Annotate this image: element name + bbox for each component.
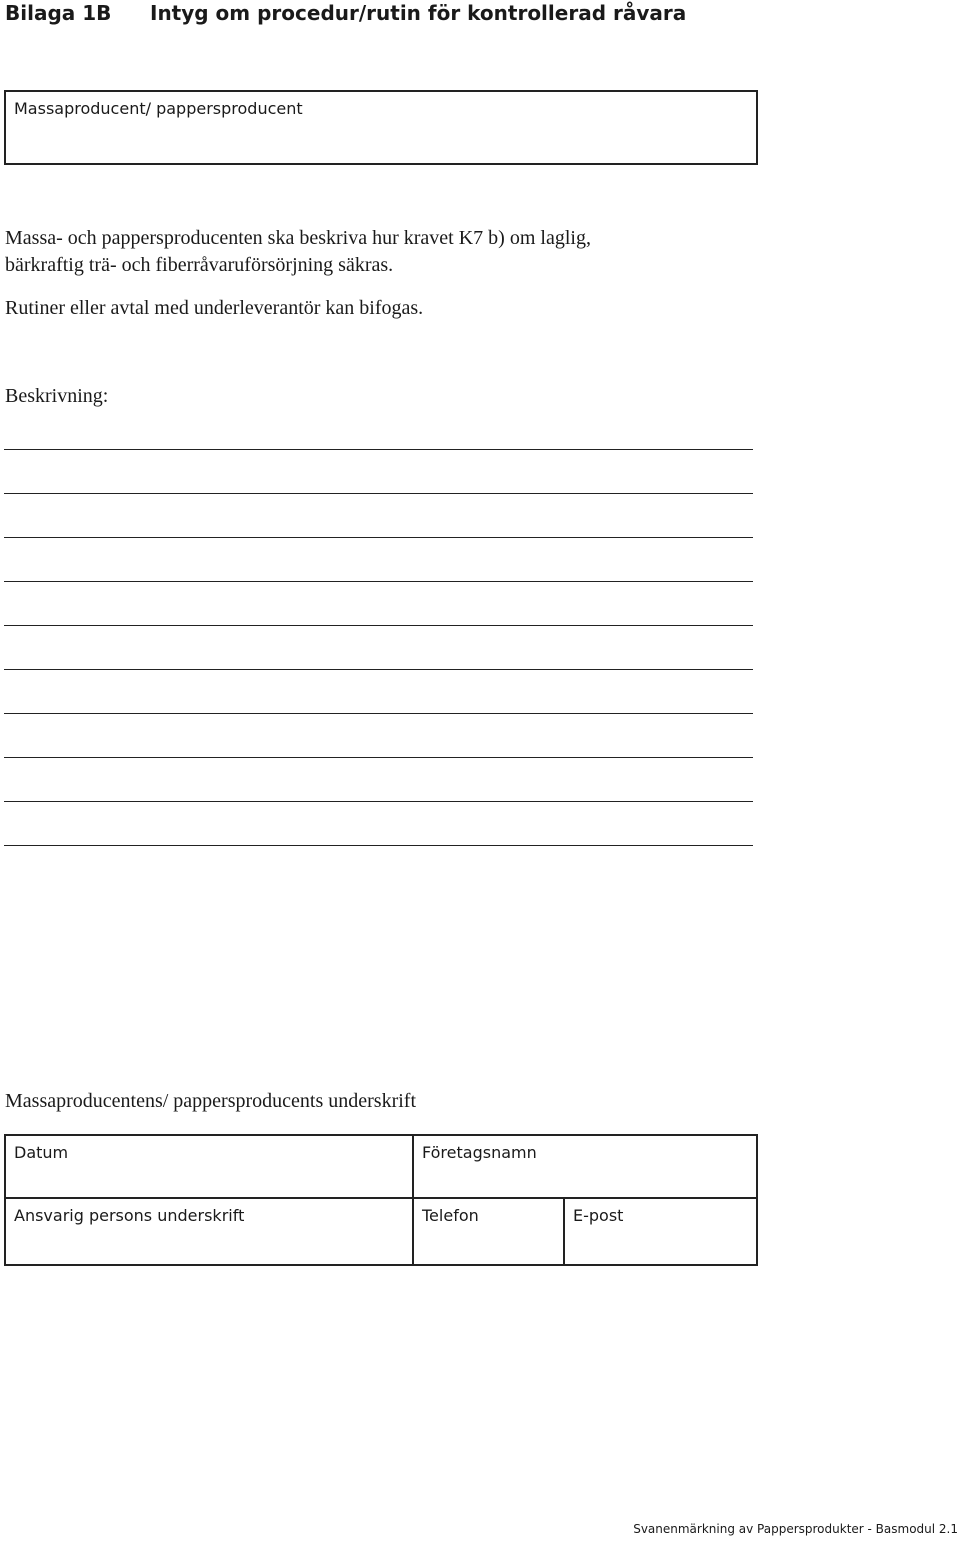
beskrivning-line[interactable] [4,801,753,802]
page-title: Intyg om procedur/rutin för kontrollerad råvara [150,1,687,25]
description-line-1: Massa- och pappersproducenten ska beskriva hur kravet K7 b) om laglig, [5,227,591,249]
beskrivning-line[interactable] [4,625,753,626]
ansvarig-label: Ansvarig persons underskrift [14,1206,245,1225]
signature-table [4,1134,758,1266]
beskrivning-line[interactable] [4,845,753,846]
producer-field[interactable] [4,90,758,165]
beskrivning-line[interactable] [4,449,753,450]
producer-field-label: Massaproducent/ pappersproducent [14,99,303,118]
datum-field[interactable] [6,1136,412,1197]
ansvarig-signature-field[interactable] [6,1199,412,1264]
beskrivning-line[interactable] [4,669,753,670]
description-line-3: Rutiner eller avtal med underleverantör kan bifogas. [5,297,424,319]
beskrivning-label: Beskrivning: [5,385,109,407]
telefon-label: Telefon [422,1206,479,1225]
foretagsnamn-field[interactable] [414,1136,756,1197]
description-line-2: bärkraftig trä- och fiberråvaruförsörjning säkras. [5,254,394,276]
appendix-tag: Bilaga 1B [5,1,112,25]
beskrivning-line[interactable] [4,537,753,538]
signature-heading: Massaproducentens/ pappersproducents underskrift [5,1090,416,1112]
epost-field[interactable] [565,1199,756,1264]
beskrivning-line[interactable] [4,713,753,714]
beskrivning-line[interactable] [4,581,753,582]
datum-label: Datum [14,1143,69,1162]
footer-text: Svanenmärkning av Pappersprodukter - Basmodul 2.1 [633,1522,958,1536]
beskrivning-line[interactable] [4,493,753,494]
foretagsnamn-label: Företagsnamn [422,1143,537,1162]
beskrivning-line[interactable] [4,757,753,758]
epost-label: E-post [573,1206,624,1225]
telefon-field[interactable] [414,1199,563,1264]
